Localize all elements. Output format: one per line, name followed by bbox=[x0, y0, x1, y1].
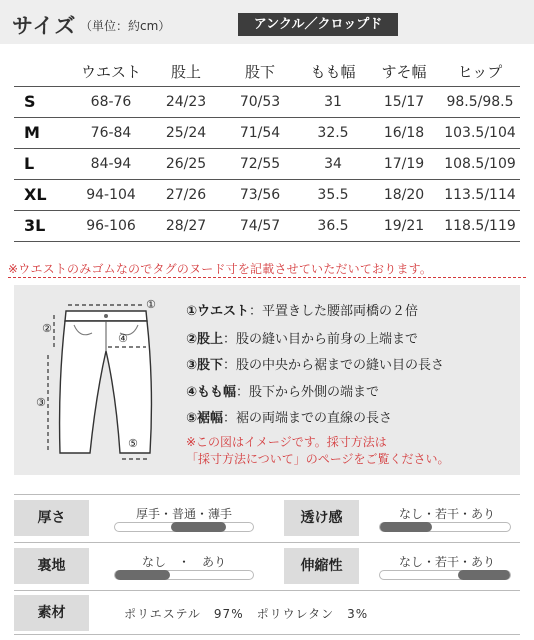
stretch-options: なし・若干・あり bbox=[398, 555, 495, 569]
size-cell: 3L bbox=[14, 210, 72, 241]
marker-2: ② bbox=[42, 322, 52, 335]
table-cell: 118.5/119 bbox=[440, 210, 520, 241]
table-cell: 32.5 bbox=[298, 117, 368, 148]
table-cell: 73/56 bbox=[222, 179, 298, 210]
marker-1: ① bbox=[146, 298, 156, 311]
transparency-options: なし・若干・あり bbox=[398, 507, 495, 521]
legend-item-thigh bbox=[186, 381, 379, 400]
table-row bbox=[14, 86, 520, 117]
legend-term: もも幅 bbox=[197, 385, 237, 400]
spec-divider bbox=[14, 634, 520, 635]
table-cell: 68-76 bbox=[72, 86, 150, 117]
size-cell: S bbox=[14, 86, 72, 117]
legend-desc: ：股の中央から裾までの縫い目の長さ bbox=[223, 358, 445, 373]
thickness-options: 厚手・普通・薄手 bbox=[135, 507, 232, 521]
table-header-row bbox=[14, 58, 520, 86]
size-cell: XL bbox=[14, 179, 72, 210]
table-cell: 16/18 bbox=[368, 117, 440, 148]
transparency-gauge-fill bbox=[380, 522, 432, 532]
size-header bbox=[0, 0, 534, 44]
column-header-thigh: もも幅 bbox=[310, 63, 356, 82]
transparency-label: 透け感 bbox=[284, 500, 359, 536]
table-cell: 98.5/98.5 bbox=[440, 86, 520, 117]
lining-options: なし ・ あり bbox=[141, 555, 226, 569]
thickness-gauge-fill bbox=[171, 522, 226, 532]
size-cell: M bbox=[14, 117, 72, 148]
column-header-hip: ヒップ bbox=[457, 63, 503, 82]
legend-term: ウエスト bbox=[197, 304, 250, 319]
diagram-note bbox=[186, 434, 450, 468]
diagram-note-line2: 「採寸方法について」のページをご覧ください。 bbox=[186, 452, 450, 466]
legend-desc: ：股の縫い目から前身の上端まで bbox=[223, 332, 419, 347]
table-cell: 17/19 bbox=[368, 148, 440, 179]
table-cell: 74/57 bbox=[222, 210, 298, 241]
legend-num: ④ bbox=[186, 385, 198, 400]
legend-item-inseam bbox=[186, 354, 444, 373]
table-cell: 19/21 bbox=[368, 210, 440, 241]
spec-row-1 bbox=[14, 500, 520, 536]
table-cell: 72/55 bbox=[222, 148, 298, 179]
legend-desc: ：平置きした腰部両橋の２倍 bbox=[249, 304, 419, 319]
table-cell: 28/27 bbox=[150, 210, 222, 241]
marker-4: ④ bbox=[118, 332, 128, 345]
table-cell: 27/26 bbox=[150, 179, 222, 210]
page-title: サイズ bbox=[12, 14, 77, 38]
table-row bbox=[14, 210, 520, 241]
table-cell: 34 bbox=[298, 148, 368, 179]
legend-num: ② bbox=[186, 332, 198, 347]
table-row bbox=[14, 148, 520, 179]
marker-3: ③ bbox=[36, 396, 46, 409]
lining-gauge-fill bbox=[115, 570, 170, 580]
stretch-gauge-fill bbox=[458, 570, 510, 580]
spec-row-material bbox=[14, 595, 520, 631]
legend-num: ③ bbox=[186, 358, 198, 373]
column-header-inseam: 股下 bbox=[244, 63, 275, 82]
table-cell: 18/20 bbox=[368, 179, 440, 210]
table-cell: 71/54 bbox=[222, 117, 298, 148]
table-cell: 96-106 bbox=[72, 210, 150, 241]
thickness-gauge bbox=[114, 522, 254, 532]
lining-label: 裏地 bbox=[14, 548, 89, 584]
thickness-label: 厚さ bbox=[14, 500, 89, 536]
table-cell: 113.5/114 bbox=[440, 179, 520, 210]
size-note: ※ウエストのみゴムなのでタグのヌード寸を記載させていただいております。 bbox=[8, 262, 433, 276]
table-cell: 15/17 bbox=[368, 86, 440, 117]
legend-term: 裾幅 bbox=[197, 411, 224, 426]
legend-item-hem bbox=[186, 407, 392, 426]
table-cell: 25/24 bbox=[150, 117, 222, 148]
table-cell: 94-104 bbox=[72, 179, 150, 210]
legend-desc: ：股下から外側の端まで bbox=[236, 385, 380, 400]
marker-5: ⑤ bbox=[128, 437, 138, 450]
size-table bbox=[14, 58, 520, 242]
material-label: 素材 bbox=[14, 595, 89, 631]
lining-gauge bbox=[114, 570, 254, 580]
legend-term: 股下 bbox=[197, 358, 224, 373]
spec-row-2 bbox=[14, 548, 520, 584]
legend-num: ⑤ bbox=[186, 411, 198, 426]
table-cell: 26/25 bbox=[150, 148, 222, 179]
legend-num: ① bbox=[186, 304, 198, 319]
table-cell: 76-84 bbox=[72, 117, 150, 148]
column-header-rise: 股上 bbox=[170, 63, 201, 82]
table-cell: 24/23 bbox=[150, 86, 222, 117]
table-cell: 108.5/109 bbox=[440, 148, 520, 179]
note-divider bbox=[8, 277, 526, 278]
fit-badge: アンクル／クロップド bbox=[238, 13, 398, 36]
table-cell: 70/53 bbox=[222, 86, 298, 117]
transparency-gauge bbox=[379, 522, 511, 532]
spec-divider bbox=[14, 590, 520, 591]
table-row bbox=[14, 179, 520, 210]
table-cell: 36.5 bbox=[298, 210, 368, 241]
column-header-hem: すそ幅 bbox=[381, 63, 427, 82]
spec-divider bbox=[14, 542, 520, 543]
column-header-waist: ウエスト bbox=[80, 63, 141, 82]
unit-label: （単位：約cm） bbox=[80, 19, 171, 33]
spec-divider bbox=[14, 494, 520, 495]
table-cell: 103.5/104 bbox=[440, 117, 520, 148]
material-value: ポリエステル 97% ポリウレタン 3% bbox=[124, 607, 369, 621]
legend-item-rise bbox=[186, 328, 418, 347]
legend-term: 股上 bbox=[197, 332, 224, 347]
button-shape bbox=[104, 314, 108, 318]
table-cell: 35.5 bbox=[298, 179, 368, 210]
stretch-gauge bbox=[379, 570, 511, 580]
legend-item-waist bbox=[186, 300, 418, 319]
diagram-note-line1: ※この図はイメージです。採寸方法は bbox=[186, 435, 387, 449]
stretch-label: 伸縮性 bbox=[284, 548, 359, 584]
table-cell: 84-94 bbox=[72, 148, 150, 179]
column-header bbox=[14, 58, 72, 86]
table-row bbox=[14, 117, 520, 148]
size-cell: L bbox=[14, 148, 72, 179]
table-cell: 31 bbox=[298, 86, 368, 117]
pants-illustration bbox=[14, 285, 194, 475]
legend-desc: ：裾の両端までの直線の長さ bbox=[223, 411, 393, 426]
